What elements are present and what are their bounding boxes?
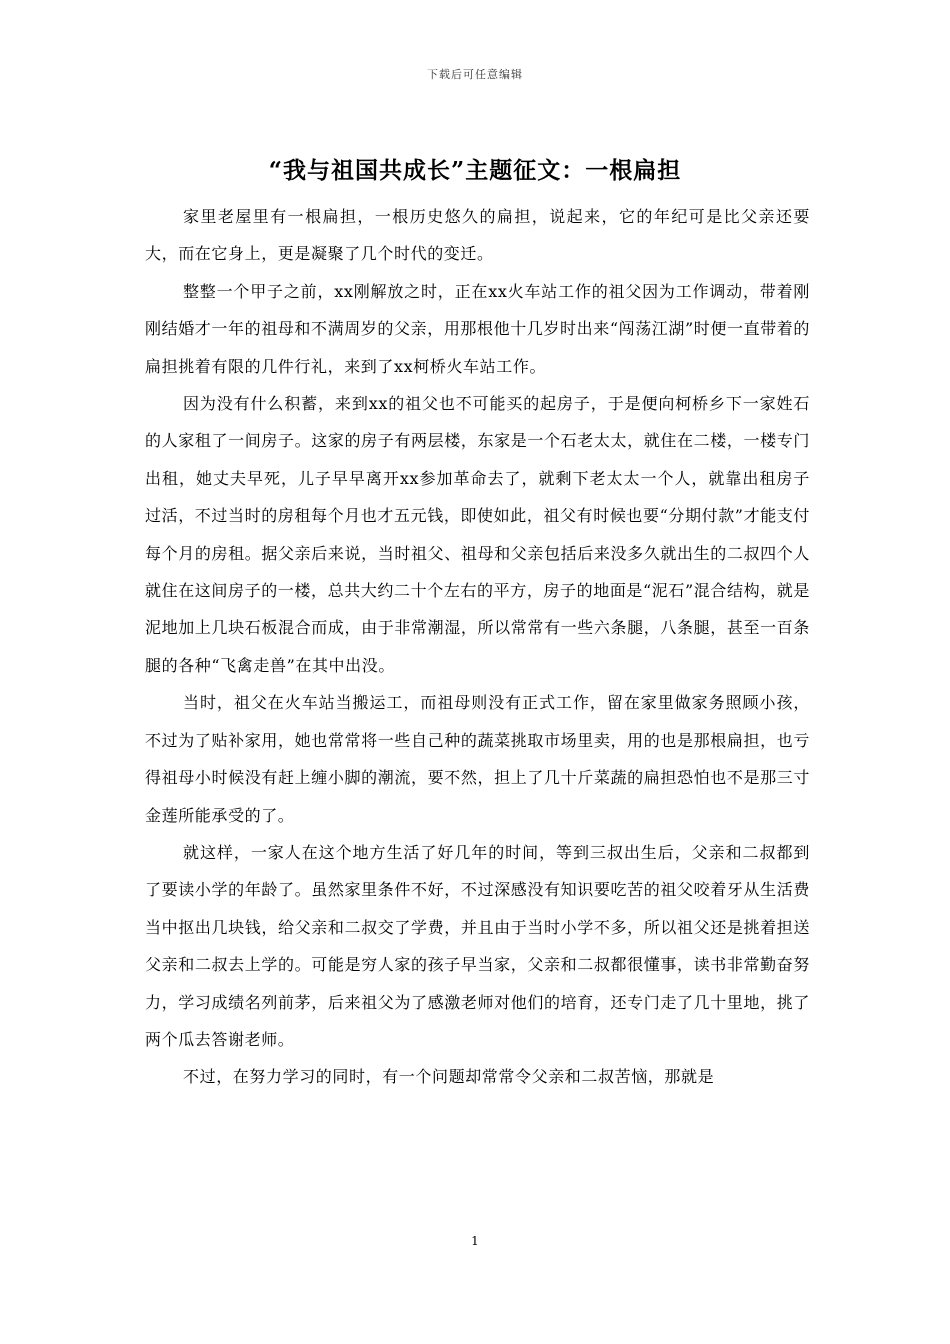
paragraph: 因为没有什么积蓄，来到xx的祖父也不可能买的起房子，于是便向柯桥乡下一家姓石的人家租了一间房子。这家的房子有两层楼，东家是一个石老太太，就住在二楼，一楼专门出租，她丈夫早死，儿子早早离开xx参加革命去了，就剩下老太太一个人，就靠出租房子过活，不过当时的房租每个月也才五元钱，即使如此，祖父有时候也要“分期付款”才能支付每个月的房租。据父亲后来说，当时祖父、祖母和父亲包括后来没多久就出生的二叔四个人就住在这间房子的一楼，总共大约二十个左右的平方，房子的地面是“泥石”混合结构，就是泥地加上几块石板混合而成，由于非常潮湿，所以常常有一些六条腿，八条腿，甚至一百条腿的各种“飞禽走兽”在其中出没。	[145, 394, 810, 675]
paragraph: 就这样，一家人在这个地方生活了好几年的时间，等到三叔出生后，父亲和二叔都到了要读小学的年龄了。虽然家里条件不好，不过深感没有知识要吃苦的祖父咬着牙从生活费当中抠出几块钱，给父亲和二叔交了学费，并且由于当时小学不多，所以祖父还是挑着担送父亲和二叔去上学的。可能是穷人家的孩子早当家，父亲和二叔都很懂事，读书非常勤奋努力，学习成绩名列前茅，后来祖父为了感激老师对他们的培育，还专门走了几十里地，挑了两个瓜去答谢老师。	[145, 842, 810, 1049]
page-header: 下载后可任意编辑	[427, 68, 523, 81]
document-title: “我与祖国共成长”主题征文：一根扁担	[268, 157, 682, 184]
paragraph: 整整一个甲子之前，xx刚解放之时，正在xx火车站工作的祖父因为工作调动，带着刚刚结婚才一年的祖母和不满周岁的父亲，用那根他十几岁时出来“闯荡江湖”时便一直带着的扁担挑着有限的几件行礼，来到了xx柯桥火车站工作。	[145, 281, 810, 376]
page-number: 1	[471, 1234, 479, 1248]
document-body	[145, 198, 810, 1096]
paragraph: 当时，祖父在火车站当搬运工，而祖母则没有正式工作，留在家里做家务照顾小孩，不过为了贴补家用，她也常常将一些自己种的蔬菜挑取市场里卖，用的也是那根扁担，也亏得祖母小时候没有赶上缠小脚的潮流，要不然，担上了几十斤菜蔬的扁担恐怕也不是那三寸金莲所能承受的了。	[145, 693, 810, 825]
paragraph: 家里老屋里有一根扁担，一根历史悠久的扁担，说起来，它的年纪可是比父亲还要大，而在它身上，更是凝聚了几个时代的变迁。	[145, 207, 810, 264]
paragraph: 不过，在努力学习的同时，有一个问题却常常令父亲和二叔苦恼，那就是	[183, 1067, 715, 1087]
